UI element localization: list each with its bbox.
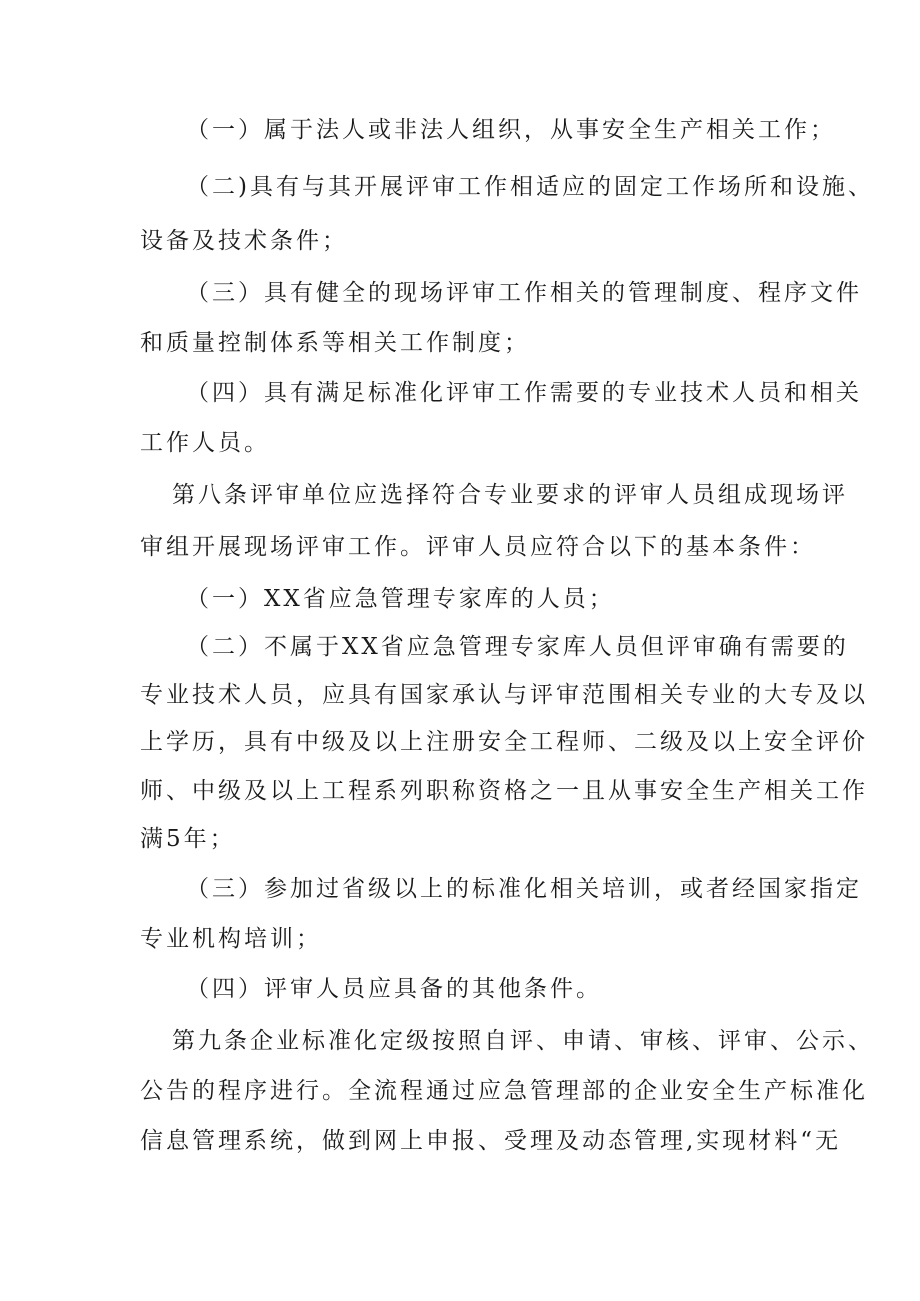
text-line: （一）属于法人或非法人组织，从事安全生产相关工作； — [186, 117, 836, 143]
text-line: （三）具有健全的现场评审工作相关的管理制度、程序文件 — [186, 280, 862, 306]
text-line: 专业技术人员，应具有国家承认与评审范围相关专业的大专及以 — [140, 682, 868, 708]
text-line: （二)具有与其开展评审工作相适应的固定工作场所和设施、 — [186, 174, 874, 200]
text-line: 上学历，具有中级及以上注册安全工程师、二级及以上安全评价 — [140, 729, 868, 755]
text-line: （四）具有满足标准化评审工作需要的专业技术人员和相关 — [186, 380, 862, 406]
text-line: 满5年； — [140, 826, 236, 852]
text-line: 审组开展现场评审工作。评审人员应符合以下的基本条件： — [140, 534, 816, 560]
text-line: （一）XX省应急管理专家库的人员； — [186, 586, 615, 612]
text-line: 设备及技术条件； — [140, 228, 348, 254]
text-line: 和质量控制体系等相关工作制度； — [140, 330, 530, 356]
text-line: 公告的程序进行。全流程通过应急管理部的企业安全生产标准化 — [140, 1078, 868, 1104]
text-line: 第九条企业标准化定级按照自评、申请、审核、评审、公示、 — [172, 1028, 874, 1054]
text-line: 专业机构培训； — [140, 926, 322, 952]
text-line: 工作人员。 — [140, 430, 270, 456]
text-line: 师、中级及以上工程系列职称资格之一且从事安全生产相关工作 — [140, 778, 868, 804]
text-line: （三）参加过省级以上的标准化相关培训，或者经国家指定 — [186, 876, 862, 902]
text-line: 第八条评审单位应选择符合专业要求的评审人员组成现场评 — [172, 482, 848, 508]
text-line: 信息管理系统，做到网上申报、受理及动态管理,实现材料“无 — [140, 1128, 842, 1154]
text-line: （二）不属于XX省应急管理专家库人员但评审确有需要的 — [186, 634, 849, 660]
text-line: （四）评审人员应具备的其他条件。 — [186, 976, 602, 1002]
